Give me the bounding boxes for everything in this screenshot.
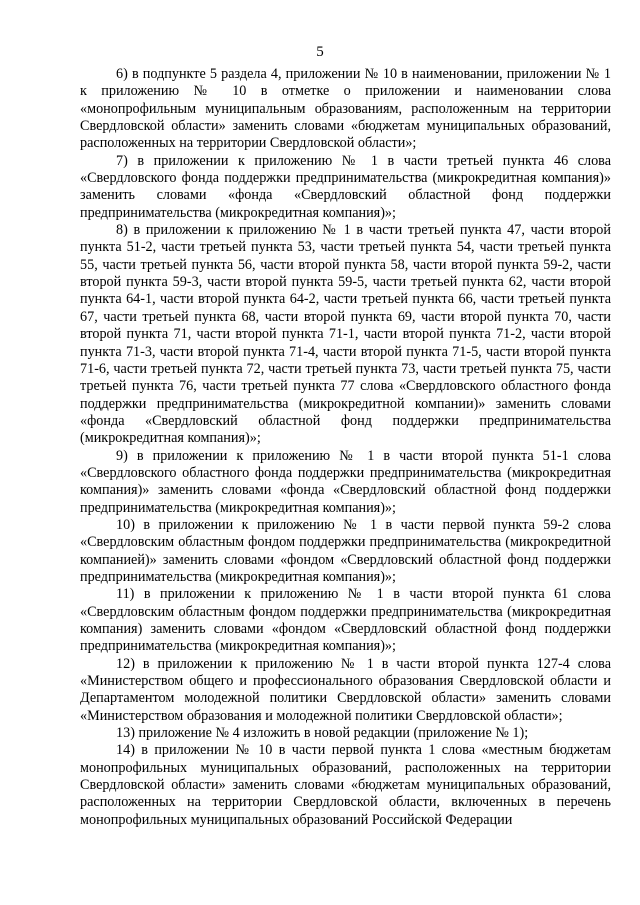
paragraph-item-13: 13) приложение № 4 изложить в новой редакции (приложение № 1); bbox=[116, 725, 529, 742]
paragraph-item-10: 10) в приложении к приложению № 1 в части первой пункта 59-2 слова «Свердловским областным фондом поддержки предпринимательства (микрокредитной компанией)» заменить словами «фондом «Свердловский областной фонд поддержки предпринимательства (микрокредитная компания)»; bbox=[80, 516, 611, 585]
paragraph-item-6: 6) в подпункте 5 раздела 4, приложении № 10 в наименовании, приложении № 1 к приложению № 10 в отметке о приложении и наименовании слова «монопрофильным муниципальным образованиям, расположенным на территории Свердловской области» заменить словами «бюджетам муниципальных образований, расположенных на территории Свердловской области»; bbox=[80, 66, 611, 152]
page-number: 5 bbox=[316, 44, 324, 60]
document-body bbox=[80, 66, 611, 829]
paragraph-item-9: 9) в приложении к приложению № 1 в части второй пункта 51-1 слова «Свердловского областного фонда поддержки предпринимательства (микрокредитная компания)» заменить словами «фонда «Свердловский областной фонд поддержки предпринимательства (микрокредитная компания)»; bbox=[80, 447, 611, 516]
paragraph-item-11: 11) в приложении к приложению № 1 в части второй пункта 61 слова «Свердловским областным фондом поддержки предпринимательства (микрокредитная компания) заменить словами «фондом «Свердловский областной фонд поддержки предпринимательства (микрокредитная компания)»; bbox=[80, 586, 611, 655]
paragraph-item-12: 12) в приложении к приложению № 1 в части второй пункта 127-4 слова «Министерством общего и профессионального образования Свердловской области и Департаментом молодежной политики Свердловской области» заменить словами «Министерством образования и молодежной политики Свердловской области»; bbox=[80, 655, 611, 724]
paragraph-item-8: 8) в приложении к приложению № 1 в части третьей пункта 47, части второй пункта 51-2, части третьей пункта 53, части третьей пункта 54, части третьей пункта 55, части третьей пункта 56, части второй пункта 58, части второй пункта 59-2, части второй пункта 59-3, части второй пункта 59-5, части третьей пункта 62, части второй пункта 64-1, части второй пункта 64-2, части третьей пункта 66, части третьей пункта 67, части третьей пункта 68, части второй пункта 69, части второй пункта 70, части второй пункта 71, части второй пункта 71-1, части второй пункта 71-2, части второй пункта 71-3, части второй пункта 71-4, части второй пункта 71-5, части второй пункта 71-6, части третьей пункта 72, части третьей пункта 73, части третьей пункта 75, части третьей пункта 76, части третьей пункта 77 слова «Свердловского областного фонда поддержки предпринимательства (микрокредитной компании)» заменить словами «фонда «Свердловский областной фонд поддержки предпринимательства (микрокредитная компания)»; bbox=[80, 222, 611, 447]
paragraph-item-14: 14) в приложении № 10 в части первой пункта 1 слова «местным бюджетам монопрофильных муниципальных образований, расположенных на территории Свердловской области» заменить словами «бюджетам муниципальных образований, расположенных на территории Свердловской области, включенных в перечень монопрофильных муниципальных образований Российской Федерации bbox=[80, 742, 611, 828]
paragraph-item-7: 7) в приложении к приложению № 1 в части третьей пункта 46 слова «Свердловского фонда поддержки предпринимательства (микрокредитная компания)» заменить словами «фонда «Свердловский областной фонд поддержки предпринимательства (микрокредитная компания)»; bbox=[80, 152, 611, 221]
